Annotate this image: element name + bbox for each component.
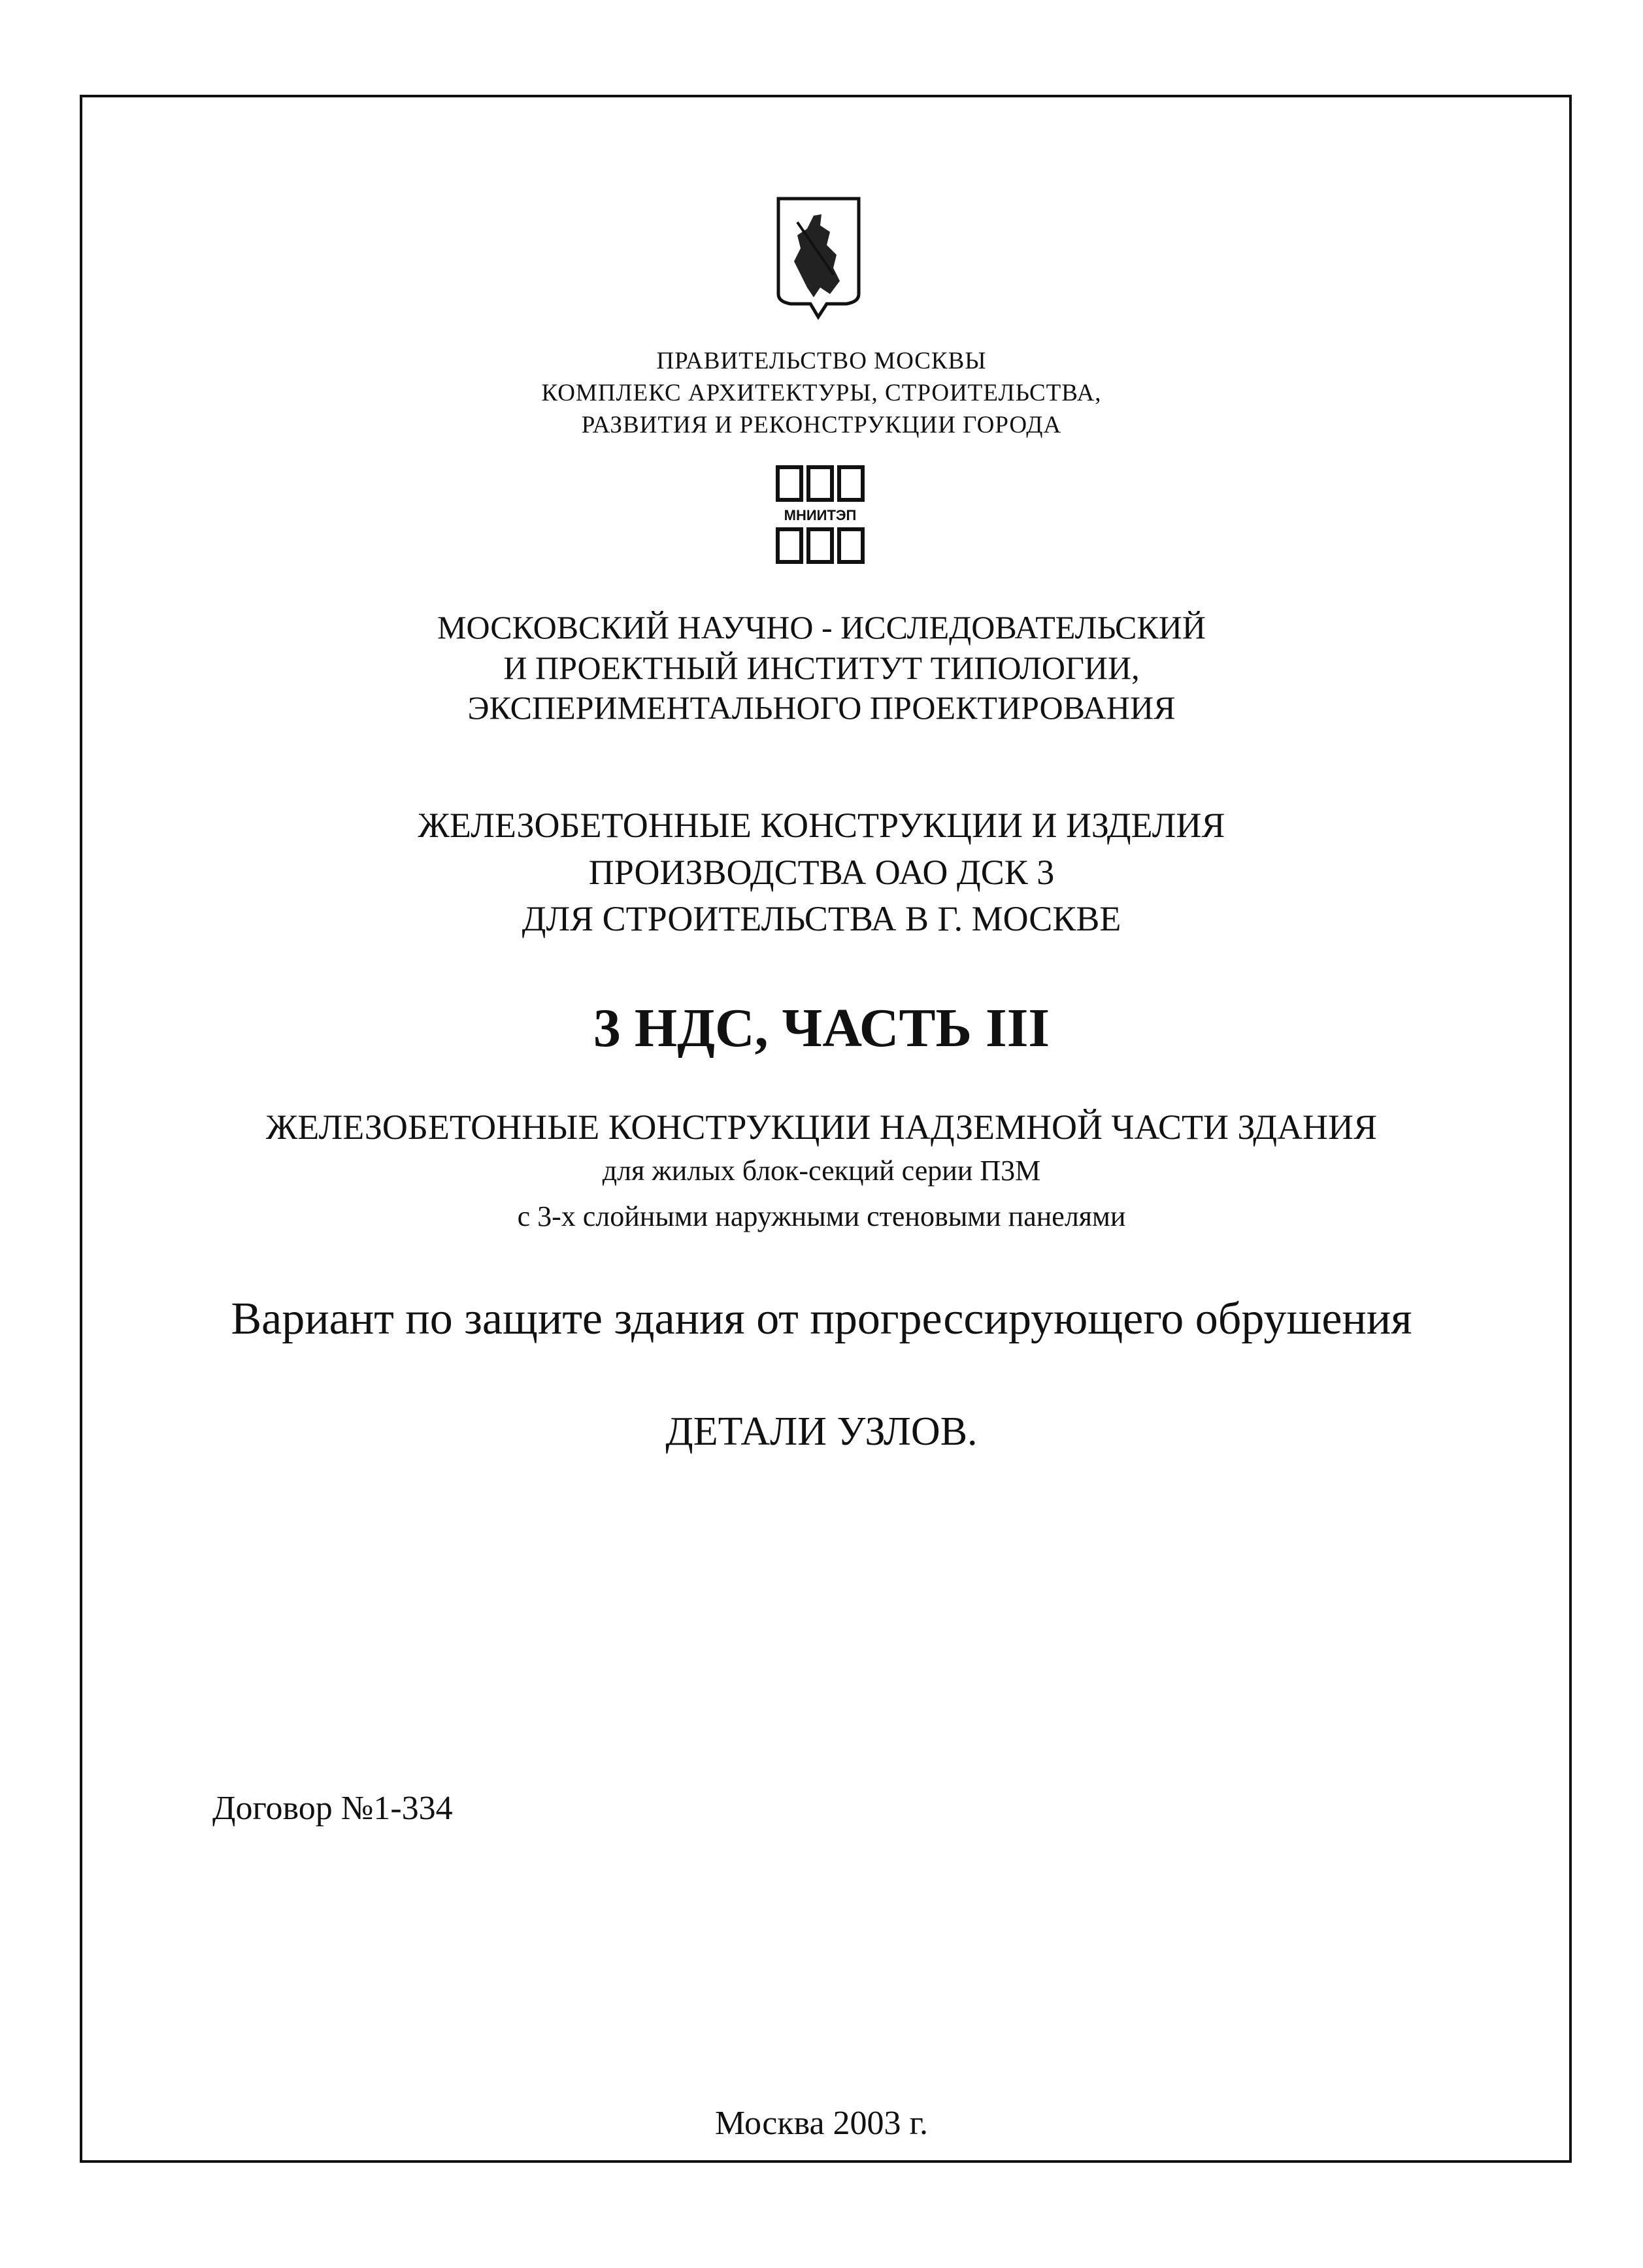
section-line-1: ЖЕЛЕЗОБЕТОННЫЕ КОНСТРУКЦИИ НАДЗЕМНОЙ ЧАСТИ ЗДАНИЯ — [265, 1108, 1378, 1147]
document-title: 3 НДС, ЧАСТЬ III — [593, 998, 1050, 1059]
government-line-3: РАЗВИТИЯ И РЕКОНСТРУКЦИИ ГОРОДА — [581, 412, 1062, 438]
subject-line-2: ПРОИЗВОДСТВА ОАО ДСК 3 — [588, 853, 1055, 892]
subject-line-1: ЖЕЛЕЗОБЕТОННЫЕ КОНСТРУКЦИИ И ИЗДЕЛИЯ — [418, 806, 1225, 845]
subject-line-3: ДЛЯ СТРОИТЕЛЬСТВА В Г. МОСКВЕ — [522, 899, 1121, 938]
mniitep-logo — [774, 464, 866, 565]
variant-heading: Вариант по защите здания от прогрессирующего обрушения — [231, 1294, 1412, 1344]
contract-number: Договор №1-334 — [212, 1790, 453, 1827]
section-line-3: с 3-х слойными наружными стеновыми панелями — [517, 1200, 1126, 1232]
details-heading: ДЕТАЛИ УЗЛОВ. — [665, 1409, 978, 1454]
government-line-1: ПРАВИТЕЛЬСТВО МОСКВЫ — [656, 348, 987, 374]
institute-line-1: МОСКОВСКИЙ НАУЧНО - ИССЛЕДОВАТЕЛЬСКИЙ — [437, 609, 1206, 646]
institute-line-2: И ПРОЕКТНЫЙ ИНСТИТУТ ТИПОЛОГИИ, — [503, 649, 1140, 686]
moscow-coat-of-arms-icon — [774, 196, 863, 320]
institute-line-3: ЭКСПЕРИМЕНТАЛЬНОГО ПРОЕКТИРОВАНИЯ — [467, 689, 1176, 726]
city-year: Москва 2003 г. — [715, 2105, 928, 2142]
section-line-2: для жилых блок-секций серии П3М — [602, 1155, 1041, 1187]
government-line-2: КОМПЛЕКС АРХИТЕКТУРЫ, СТРОИТЕЛЬСТВА, — [541, 380, 1102, 406]
logo-text: МНИИТЭП — [784, 507, 857, 523]
